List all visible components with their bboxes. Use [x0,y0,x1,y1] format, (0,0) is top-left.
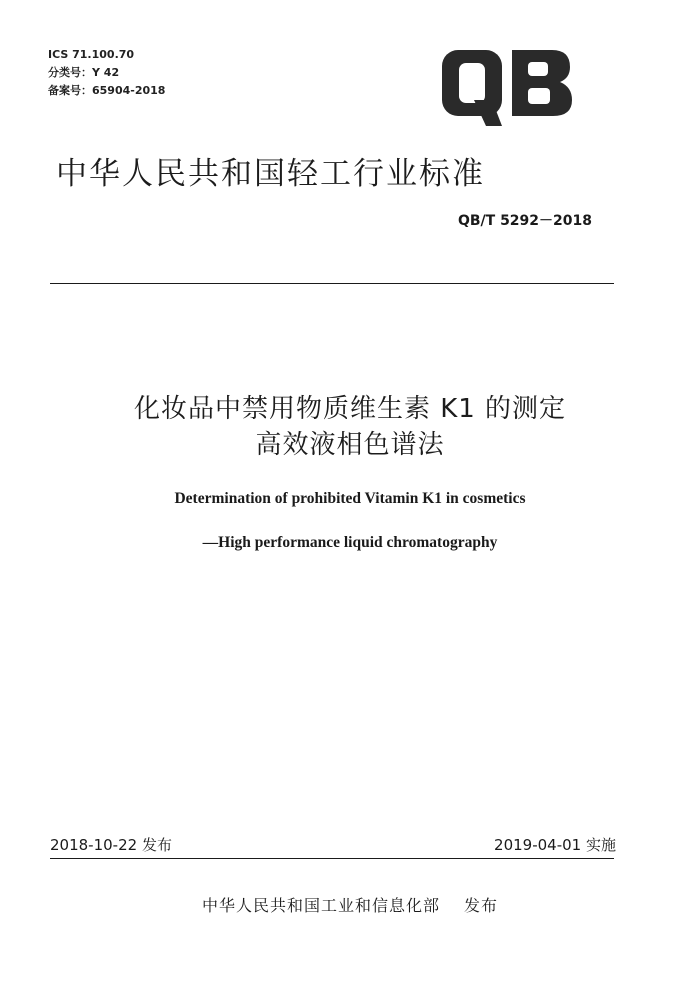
issue-date: 2018-10-22 发布 [50,836,172,854]
en-title-line1: Determination of prohibited Vitamin K1 in cosmetics [174,490,526,507]
record-number: 备案号：65904-2018 [48,84,166,97]
cn-title-line2: 高效液相色谱法 [255,430,445,460]
publisher-action: 发布 [464,896,499,915]
ics-number: ICS 71.100.70 [48,48,135,61]
standard-category-title: 中华人民共和国轻工行业标准 [56,156,485,192]
en-title-line2: —High performance liquid chromatography [202,534,498,551]
cn-title-line1: 化妆品中禁用物质维生素 K1 的测定 [133,394,567,424]
standard-code: QB/T 5292－2018 [457,213,592,229]
publisher-line [0,893,700,916]
qb-logo [440,48,575,128]
header-divider [50,283,614,284]
classification-number: 分类号：Y 42 [48,66,120,79]
implementation-date: 2019-04-01 实施 [494,836,616,854]
footer-divider [50,858,614,859]
publisher-name: 中华人民共和国工业和信息化部 [201,896,440,915]
